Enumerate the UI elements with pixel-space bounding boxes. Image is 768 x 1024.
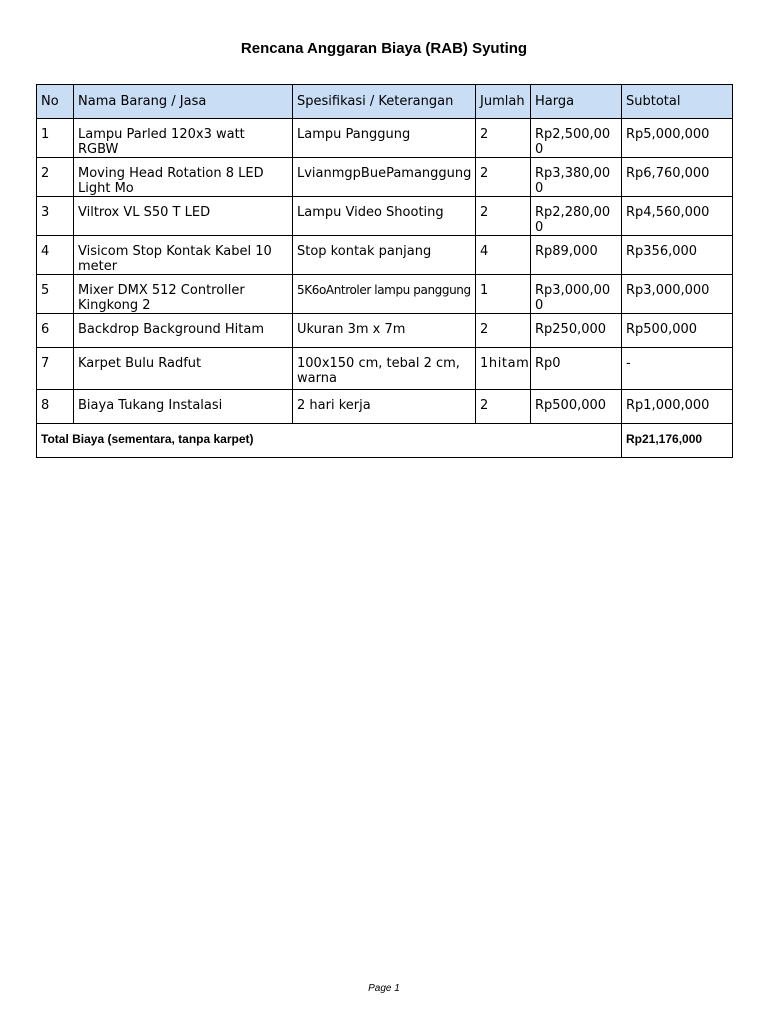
cell-subtotal: Rp500,000	[622, 314, 733, 348]
cell-spesifikasi: 100x150 cm, tebal 2 cm, warna	[293, 348, 476, 390]
table-row	[37, 314, 733, 348]
cell-no: 6	[37, 314, 74, 348]
table-header-row	[37, 85, 733, 119]
table-row	[37, 197, 733, 236]
header-spesifikasi: Spesifikasi / Keterangan	[293, 85, 476, 119]
cell-subtotal: Rp1,000,000	[622, 390, 733, 424]
cell-jumlah: 2	[476, 390, 531, 424]
cell-spesifikasi: Lampu Video Shooting	[293, 197, 476, 236]
cell-jumlah: 2	[476, 197, 531, 236]
table-row	[37, 348, 733, 390]
cell-harga: Rp3,000,000	[531, 275, 622, 314]
total-value: Rp21,176,000	[622, 424, 733, 458]
total-label: Total Biaya (sementara, tanpa karpet)	[37, 424, 622, 458]
cell-no: 2	[37, 158, 74, 197]
cell-harga: Rp89,000	[531, 236, 622, 275]
rab-table	[36, 84, 733, 458]
page-title: Rencana Anggaran Biaya (RAB) Syuting	[240, 40, 528, 57]
header-harga: Harga	[531, 85, 622, 119]
cell-nama: Viltrox VL S50 T LED	[74, 197, 293, 236]
header-nama: Nama Barang / Jasa	[74, 85, 293, 119]
cell-nama: Karpet Bulu Radfut	[74, 348, 293, 390]
cell-harga: Rp500,000	[531, 390, 622, 424]
header-subtotal: Subtotal	[622, 85, 733, 119]
cell-jumlah: 1hitam	[476, 348, 531, 390]
cell-jumlah: 1	[476, 275, 531, 314]
cell-nama: Visicom Stop Kontak Kabel 10 meter	[74, 236, 293, 275]
cell-no: 3	[37, 197, 74, 236]
cell-no: 1	[37, 119, 74, 158]
cell-spesifikasi: Ukuran 3m x 7m	[293, 314, 476, 348]
cell-spesifikasi: LvianmgpBuePamanggung	[293, 158, 476, 197]
page-footer: Page 1	[368, 983, 400, 994]
cell-harga: Rp0	[531, 348, 622, 390]
cell-nama: Moving Head Rotation 8 LED Light Mo	[74, 158, 293, 197]
cell-subtotal: Rp6,760,000	[622, 158, 733, 197]
cell-jumlah: 2	[476, 158, 531, 197]
cell-nama: Biaya Tukang Instalasi	[74, 390, 293, 424]
cell-subtotal: -	[622, 348, 733, 390]
cell-no: 4	[37, 236, 74, 275]
cell-nama: Lampu Parled 120x3 watt RGBW	[74, 119, 293, 158]
cell-harga: Rp2,500,000	[531, 119, 622, 158]
cell-nama: Mixer DMX 512 Controller Kingkong 2	[74, 275, 293, 314]
cell-spesifikasi: Stop kontak panjang	[293, 236, 476, 275]
cell-subtotal: Rp356,000	[622, 236, 733, 275]
cell-no: 7	[37, 348, 74, 390]
cell-no: 5	[37, 275, 74, 314]
cell-harga: Rp3,380,000	[531, 158, 622, 197]
cell-subtotal: Rp5,000,000	[622, 119, 733, 158]
cell-subtotal: Rp4,560,000	[622, 197, 733, 236]
cell-spesifikasi: Lampu Panggung	[293, 119, 476, 158]
table-row	[37, 390, 733, 424]
cell-harga: Rp250,000	[531, 314, 622, 348]
cell-jumlah: 4	[476, 236, 531, 275]
header-no: No	[37, 85, 74, 119]
cell-jumlah: 2	[476, 314, 531, 348]
header-jumlah: Jumlah	[476, 85, 531, 119]
cell-harga: Rp2,280,000	[531, 197, 622, 236]
cell-subtotal: Rp3,000,000	[622, 275, 733, 314]
cell-jumlah: 2	[476, 119, 531, 158]
total-row	[37, 424, 733, 458]
table-row	[37, 119, 733, 158]
table-row	[37, 236, 733, 275]
cell-spesifikasi: 2 hari kerja	[293, 390, 476, 424]
cell-nama: Backdrop Background Hitam	[74, 314, 293, 348]
cell-no: 8	[37, 390, 74, 424]
cell-spesifikasi: 5K6oAntroler lampu panggung	[293, 275, 476, 314]
table-row	[37, 275, 733, 314]
table-row	[37, 158, 733, 197]
